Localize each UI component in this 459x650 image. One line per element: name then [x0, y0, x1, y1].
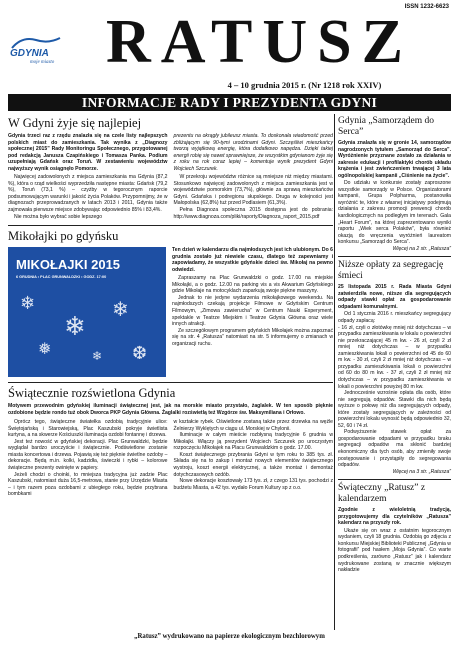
snowflake-icon: ❅ — [38, 341, 52, 359]
newspaper-title: RATUSZ — [106, 8, 413, 76]
logo-slogan: moje miasto — [30, 60, 55, 64]
gdynia-logo — [8, 34, 64, 64]
sidebar1-title: Gdynia „Samorządem do Serca” — [338, 116, 435, 137]
article1-text-tail: Nie można było wybrać sobie lepszego — [14, 213, 103, 220]
sidebar2-text-3: Podwyższenie stawek opłat za gospodarowanie odpadami w przypadku braku segregacji odpadów ma skłonić bardziej ekonomiczny dla tych osób, aby zmieniły swoje postępowanie i przystąpiły do segregowania odpadów. — [338, 429, 451, 469]
sidebar1-text: Do udziału w konkursie zostały zaproszone wszystkie samorządy w Polsce. Organizatorami kampanii, Grupa Polpharma, postanowiła wyróżnić te, które z własnej inicjatywy podejmują działania z zakresu promocji prewencji chorób kardiologicznych na podległym im terenach. Gala „Heart Forum”, na której zaprezentowano wyniki raportu „Wiek serca Polaków”, była również okazją do wręczenia wyróżnień laureatom konkursu „Samorząd do Serca”. — [338, 180, 451, 246]
snowflake-icon: ❄ — [92, 349, 103, 364]
article3-title: Świątecznie rozświetlona Gdynia — [8, 386, 176, 401]
article1-text: Najwięcej zadowolonych z miejsca zamieszkania ma Gdynia (87,2 %), która o rząd wielkości wyprzedziła następne miasta: Gdańsk (79,2 %), Toruń (73,1 %) – czyżby w tegorocznym raporcie podsumowującym warunki i jakość życia Polaków. Przypomnijmy, że w diagnozach przeprowadzanych w latach 2013 i 2011, Gdynia także zajmowała pierwsze miejsce zdobywając odpowiednio 85% i 83,4%. — [8, 174, 168, 214]
sidebar2-lead: 25 listopada 2015 r. Rada Miasta Gdyni zatwierdziła nowe, niższe dla segregujących odpady stawki opłat za gospodarowanie odpadami komunalnymi. — [338, 284, 451, 310]
article3-text-6: Koszt świątecznego przybrania Gdyni w tym roku to 385 tys. zł. Składa się na to zakup i montaż nowych elementów świątecznego wystroju, koszt energii elektrycznej, a także montaż i demontaż dotychczasowych ozdób. — [173, 451, 333, 478]
sidebar3-lead: Zgodnie z wieloletnią tradycją, przygotowujemy dla czytelników „Ratusza” kalendarz na przyszły rok. — [338, 507, 451, 527]
article2-title: Mikołajki po gdyńsku — [8, 229, 119, 244]
article3-text-3: Jeżeli chodzi o choinki, to mniejsza tradycyjna już zadzie Plac Kaszubski, natomiast duża 16,5-metrowa, stanie przy Urzędzie Miasta – i tym razem poza ozdobami z ubiegłego roku, będzie przybrana bombkami — [8, 471, 168, 498]
article3-text-5: Iluminacje w całym mieście rozbłysną tradycyjnie 6 grudnia w Mikołajki. Włączy ją prezydent Wojciech Szczurek po uroczystym rozpoczęciu Mikołajek na Placu Grunwaldzkim o godz. 17.00. — [173, 432, 333, 452]
snowflake-icon: ❄ — [20, 293, 36, 314]
sidebar2-title: Niższe opłaty za segregację śmieci — [338, 260, 444, 281]
snowflake-icon: ❄ — [64, 311, 86, 342]
column-divider — [334, 114, 335, 630]
main-column — [8, 114, 333, 498]
article1-lead: Gdynia trzeci raz z rzędu znalazła się na czele listy najlepszych polskich miast do zamieszkania. Tak wynika z „Diagnozy społecznej 2015” Rady Monitoringu Społecznego, przygotowanej pod redakcją Janusza Czapińskiego i Tomasza Panka. Podium uzupełniają Gdańsk oraz Toruń. W zestawieniu województw najwyższy wynik osiągnęło Pomorze. — [8, 133, 168, 172]
article3-text-4: w kształcie rybek. Oświetlone zostaną także przez drzewka na węźle Żelnierzy Wyklętych w ciągu ul. Morskiej w Chylonii. — [173, 419, 333, 432]
section-banner: INFORMACJE RADY I PREZYDENTA GDYNI — [8, 94, 451, 111]
mikolajki-poster — [8, 247, 166, 377]
sidebar2-text-2: Jednocześnie wzrośnie opłata dla osób, które nie segregują odpadów. Stawki dla nich będą wyższe o połowę niż dla segregujących odpady, które zostały segregujących w zależności od powierzchni lokalu wynosić będą odpowiednio 32, 52, 60 i 74 zł. — [338, 390, 451, 429]
article3-text: Oprócz tego, świąteczne światełka ozdobią tradycyjnie ulice: Świętojańską i Starowiejską, Plac Kaszubski pokryje świetlista kurtyna, a na skwerze Kościuszki iluminacja ozdobi fontannę i drzewa. — [8, 419, 168, 439]
article3-lead: Motywem przewodnim gdyńskiej iluminacji świątecznej jest, jak na morskie miasto przystało, żaglalek. W ten sposób pięknie ozdobione będzie rondo tuż obok Dworca PKP Gdynia Główna. Żaglalki rozświetlą też Wzgórze św. Maksymiliana i Orłowo. — [8, 403, 333, 416]
sidebar1-more: Więcej na 2 str. „Ratusza” — [392, 245, 451, 252]
issue-date: 4 – 10 grudnia 2015 r. (Nr 1218 rok XXIV) — [227, 80, 382, 90]
snowflake-icon: ❄ — [112, 299, 129, 322]
divider — [338, 256, 451, 257]
sidebar1-lead: Gdynia znalazła się w gronie 14, samorządów nagrodzonych tytułem „Samorząd do Serca”. Wyróżnienie przyznane zostało za działania w zakresie edukacji i profilaktyki chorób układu krążenia i jest zwieńczeniem trwającej 3 lata ogólnopolskiej kampanii „Ciśnienie na życie”. — [338, 140, 451, 179]
sidebar2-text: Od 1 stycznia 2016 r. mieszkańcy segregujący odpady zapłacą: — [338, 311, 451, 325]
article1-title: W Gdyni żyje się najlepiej — [8, 116, 142, 130]
divider — [8, 225, 333, 226]
divider — [338, 479, 451, 480]
sidebar3-text: Ukaże się on wraz z ostatnim tegorocznym wydaniem, czyli 18 grudnia. Ozdobią go zdjęcia z konkursu Miejskiej Biblioteki Publicznej „Gdynia w fotografii” pod hasłem „Moja Gdynia”. Co warte podkreślenia, zarówno „Ratusz” jak i kalendarz wydrukowane zostaną w znacznie większym nakładzie — [338, 527, 451, 574]
article2-text-2: Jednak to nie jedyne wydarzenia mikołajkowego weekendu. Na najmłodszych czekają projekcje Filmowe w Gdyńskim Centrum Filmowym, „Zimowa zawierucha” w Centrum Nauki Experyment, spektakle w Teatrze Miejskim i Teatrze Gdynia Główna oraz wiele innych atrakcji. — [172, 294, 333, 328]
sidebar3-title: Świąteczny „Ratusz” z kalendarzem — [338, 483, 426, 504]
sidebar2-more: Więcej na 3 str. „Ratusza” — [392, 468, 451, 475]
logo-text: GDYNIA — [10, 48, 49, 59]
poster-details: 6 GRUDNIA • PLAC GRUNWALDZKI • GODZ. 17:00 — [16, 275, 107, 280]
poster-title: MIKOŁAJKI 2015 — [16, 257, 121, 273]
divider — [8, 382, 333, 383]
footer-note: „Ratusz” wydrukowano na papierze ekologicznym bezchlorowym — [134, 633, 325, 640]
article2-body — [8, 247, 333, 377]
article2-text-3: Ze szczegółowym programem gdyńskich Mikołajek można zapoznać się na str. 4 „Ratusza” natomiast na str. 5 informujemy o zmianach w organizacji ruchu. — [172, 327, 333, 347]
article3-body — [8, 419, 333, 498]
article3-text-2: Jest też nowość w gdyńskiej dekoracji. Plac Grunwaldzki, będzie wyglądał bardzo uroczyście i świątecznie. Podświetlone zostanie miasta koncertowa i drzewa. Pojawią się też pięknie świetlne ozdoby – dekoracje. Będą m.in. kolki, kadzidła, świeczki i rybki – kolorowe świąteczne prezenty owinięte w papiery. — [8, 438, 168, 472]
issn-number: ISSN 1232-6623 — [404, 4, 449, 10]
article1-body — [8, 133, 333, 220]
article1-quote: prezentu na okrągły jubileusz miasta. To doskonała wiadomość przed zbliżającym się 90-tymi urodzinami Gdyni. Szczęśliwi mieszkańcy tworzą wyjątkową energię, która dodatkowo napędza. Dzięki takiej energii robię się nawet sprawniejsze, że wszystkim gdynianom żyje się z roku na rok coraz lepiej – komentuje wynik prezydent Gdyni Wojciech Szczurek. — [173, 133, 333, 172]
article3-text-7: Nowe dekoracje kosztowały 173 tys. zł, z czego 131 tys. pochodzi z budżetu Miasta, a 42 tys. wydało Forum Kultury sp z o.o. — [173, 478, 333, 491]
sidebar2-rates: - 16 zł, czyli o złotówkę mniej niż dotychczas – w przypadku zamieszkiwania w lokalu o powierzchni nie przekraczającej 45 m kw. - 26 zł, czyli 2 zł mniej niż dotychczas – w przypadku zamieszkiwania lokali o powierzchni od 45 do 60 m kw. - 30 zł, czyli 2 zł mniej niż dotychczas – w przypadku zamieszkiwania lokali o powierzchni od 60 do 80 m kw. - 37 zł, czyli 2 zł mniej niż dotychczas – w przypadku zamieszkiwania w lokali o powierzchni powyżej 80 m kw. — [338, 324, 451, 390]
article2-text: Zapraszamy na Plac Grunwaldzki o godz. 17.00 na miejskie Mikołajki, a o godz. 12.00 na parking vis a vis Akwarium Gdyńskiego gdzie Mikołaje na motocyklach zaparkują swoje piękne maszyny. — [172, 275, 333, 295]
article2-lead: Ten dzień w kalendarzu dla najmłodszych jest ich ulubionym. Do 6 grudnia zostało już niewiele czasu, dlatego też zapewniamy i zapowiadamy, że wszystkie gdyńskie dzieci św. Mikołaj na pewno odwiedzi. — [172, 247, 333, 273]
article1-text-2: W przekroju województw różnice są mniejsze niż między miastami. Stosunkowo najwięcej zadowolonych z miejsca zamieszkania jest w województwie pomorskim (73,7%), głównie za sprawą mieszkańców Gdyni. Gdańska i podregionu słupskiego. Druga w kolejności jest Małopolska (62,8%) tuż przed Podlasiem (61,3%). — [173, 174, 333, 207]
snowflake-icon: ❆ — [132, 343, 148, 364]
article1-link-text: Pełna Diagnoza społeczna 2015 dostępna jest do pobrania: http://www.diagnoza.com/pliki/raporty/Diagnoza_raport_2015.pdf — [173, 207, 333, 220]
sidebar-column — [338, 114, 451, 574]
